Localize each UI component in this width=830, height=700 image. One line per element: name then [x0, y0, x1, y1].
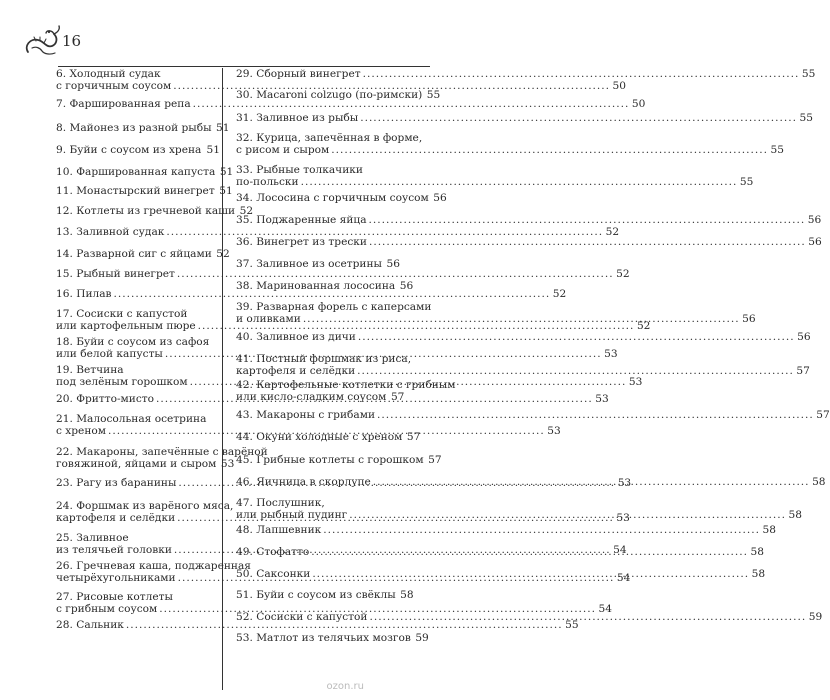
toc-entry-title: 22. Макароны, запечённые с варёной — [56, 446, 268, 458]
toc-entry-title: 31. Заливное из рыбы — [236, 112, 359, 124]
toc-entry — [236, 132, 785, 156]
toc-entry — [236, 431, 421, 443]
toc-entry — [236, 454, 442, 466]
toc-entry-title: или рыбный пудинг — [236, 509, 348, 521]
dot-leader — [312, 568, 749, 580]
page-header — [22, 20, 412, 72]
dot-leader — [360, 112, 797, 124]
toc-entry-page: 58 — [812, 476, 826, 488]
toc-entry-page: 57 — [796, 365, 810, 377]
toc-entry — [56, 268, 630, 280]
toc-entry — [236, 611, 823, 623]
toc-entry-title: 49. Стофатто — [236, 546, 310, 558]
toc-entry-title: 43. Макароны с грибами — [236, 409, 376, 421]
toc-entry-title: 20. Фритто-мисто — [56, 393, 155, 405]
toc-entry-page: 58 — [751, 568, 766, 580]
toc-entry-page: 52 — [605, 226, 620, 238]
toc-entry-page: 50 — [631, 98, 646, 110]
toc-entry-title: 7. Фаршированная репа — [56, 98, 191, 110]
dot-leader — [301, 176, 738, 188]
toc-entry-title: и оливками — [236, 313, 301, 325]
toc-entry-title: под зелёным горошком — [56, 376, 188, 388]
toc-entry-page: 55 — [801, 68, 816, 80]
toc-entry-title: 29. Сборный винегрет — [236, 68, 361, 80]
toc-entry — [236, 164, 754, 188]
toc-entry — [236, 89, 441, 101]
toc-entry — [236, 632, 429, 644]
toc-entry-title: 51. Буйи с соусом из свёклы — [236, 589, 396, 601]
toc-entry-page: 55 — [739, 176, 754, 188]
toc-entry-page: 53 — [547, 425, 561, 437]
toc-entry-title: картофеля и селёдки — [56, 512, 176, 524]
toc-entry-title: 23. Рагу из баранины — [56, 477, 177, 489]
toc-entry-title: или белой капусты — [56, 348, 163, 360]
toc-entry-page: 54 — [616, 572, 631, 584]
dot-leader — [349, 509, 786, 521]
toc-entry-title: 46. Яичница в скорлупе — [236, 476, 371, 488]
toc-entry-page: 51 — [219, 166, 234, 178]
toc-entry-title: с грибным соусом — [56, 603, 158, 615]
toc-entry-title: 14. Разварной сиг с яйцами — [56, 248, 212, 260]
toc-entry-page: 56 — [433, 192, 447, 204]
toc-entry-title: 37. Заливное из осетрины — [236, 258, 382, 270]
toc-entry-title: 28. Сальник — [56, 619, 124, 631]
toc-entry-page: 56 — [807, 214, 822, 226]
toc-entry — [56, 248, 230, 260]
toc-entry — [236, 589, 414, 601]
toc-entry — [236, 214, 822, 226]
dot-leader — [358, 331, 795, 343]
toc-entry-page: 55 — [770, 144, 785, 156]
dragon-ornament-icon — [22, 24, 62, 58]
toc-entry-title: 16. Пилав — [56, 288, 112, 300]
toc-entry-page: 57 — [390, 391, 405, 403]
toc-entry-title: с рисом и сыром — [236, 144, 330, 156]
toc-entry-title: 19. Ветчина — [56, 364, 124, 376]
toc-entry-title: или кисло-сладким соусом — [236, 391, 387, 403]
toc-entry-title: 12. Котлеты из гречневой каши — [56, 205, 236, 217]
toc-entry-page: 54 — [598, 603, 613, 615]
toc-entry-title: 41. Постный форшмак из риса, — [236, 353, 412, 365]
dot-leader — [373, 476, 810, 488]
toc-entry-page: 56 — [742, 313, 756, 325]
toc-entry-title: 53. Матлот из телячьих мозгов — [236, 632, 411, 644]
toc-entry-title: 17. Сосиски с капустой — [56, 308, 188, 320]
toc-entry — [56, 205, 254, 217]
toc-entry — [56, 98, 646, 110]
toc-entry-title: 21. Малосольная осетрина — [56, 413, 207, 425]
toc-entry-page: 52 — [636, 320, 651, 332]
toc-entry-page: 53 — [595, 393, 609, 405]
toc-entry — [236, 409, 830, 421]
toc-entry-title: 35. Поджаренные яйца — [236, 214, 367, 226]
toc-entry — [236, 68, 816, 80]
toc-entry — [236, 112, 813, 124]
toc-entry — [236, 301, 756, 325]
toc-entry-title: 15. Рыбный винегрет — [56, 268, 175, 280]
toc-entry-page: 52 — [216, 248, 230, 260]
toc-entry — [236, 331, 811, 343]
toc-entry-page: 51 — [206, 144, 220, 156]
toc-entry-page: 56 — [386, 258, 400, 270]
dot-leader — [203, 144, 204, 156]
toc-entry-title: 8. Майонез из разной рыбы — [56, 122, 212, 134]
toc-entry — [56, 619, 579, 631]
toc-entry-page: 57 — [406, 431, 421, 443]
toc-entry-page: 58 — [762, 524, 777, 536]
toc-entry-page: 53 — [220, 458, 235, 470]
toc-entry-title: из телячьей головки — [56, 544, 172, 556]
toc-entry — [56, 185, 233, 197]
toc-entry-page: 56 — [808, 236, 822, 248]
toc-entry-page: 57 — [816, 409, 830, 421]
toc-entry-title: 18. Буйи с соусом из сафоя — [56, 336, 210, 348]
dot-leader — [377, 409, 814, 421]
header-rule — [58, 66, 430, 67]
dot-leader — [369, 236, 806, 248]
toc-entry-page: 54 — [613, 544, 627, 556]
dot-leader — [311, 546, 748, 558]
toc-entry-page: 58 — [750, 546, 765, 558]
watermark: ozon.ru — [326, 681, 364, 692]
toc-entry — [56, 446, 268, 470]
dot-leader — [363, 68, 800, 80]
toc-entry-title: 9. Буйи с соусом из хрена — [56, 144, 202, 156]
toc-entry-title: говяжиной, яйцами и сыром — [56, 458, 217, 470]
toc-entry — [236, 258, 400, 270]
toc-entry — [236, 524, 777, 536]
toc-entry-title: по-польски — [236, 176, 299, 188]
toc-entry-title: 48. Лапшевник — [236, 524, 322, 536]
toc-entry-title: 30. Macaroni colzugo (по-римски) — [236, 89, 423, 101]
toc-entry — [56, 122, 230, 134]
toc-entry-title: 34. Лососина с горчичным соусом — [236, 192, 429, 204]
toc-entry-title: 39. Разварная форель с каперсами — [236, 301, 432, 313]
toc-entry-title: картофеля и селёдки — [236, 365, 356, 377]
toc-entry-title: или картофельным пюре — [56, 320, 196, 332]
toc-entry-title: 40. Заливное из дичи — [236, 331, 356, 343]
toc-entry-title: 26. Гречневая каша, поджаренная — [56, 560, 251, 572]
toc-entry-title: 45. Грибные котлеты с горошком — [236, 454, 424, 466]
toc-entry-title: с хреном — [56, 425, 107, 437]
dot-leader — [369, 214, 806, 226]
toc-entry-page: 53 — [616, 512, 630, 524]
toc-entry-title: 44. Окуни холодные с хреном — [236, 431, 403, 443]
toc-entry-title: 47. Послушник, — [236, 497, 325, 509]
toc-entry-page: 59 — [808, 611, 823, 623]
toc-entry-title: 11. Монастырский винегрет — [56, 185, 215, 197]
toc-entry-title: 13. Заливной судак — [56, 226, 165, 238]
toc-entry-title: 38. Маринованная лососина — [236, 280, 396, 292]
toc-entry-page: 55 — [799, 112, 813, 124]
toc-entry-page: 53 — [617, 477, 632, 489]
toc-entry-page: 55 — [565, 619, 579, 631]
toc-entry — [56, 288, 567, 300]
toc-entry-title: 52. Сосиски с капустой — [236, 611, 368, 623]
toc-entry — [56, 144, 220, 156]
toc-entry-page: 56 — [399, 280, 414, 292]
toc-entry-page: 55 — [426, 89, 441, 101]
toc-entry — [236, 236, 822, 248]
toc-entry-title: 24. Форшмак из варёного мяса, — [56, 500, 234, 512]
toc-entry — [56, 226, 620, 238]
toc-entry-title: четырёхугольниками — [56, 572, 176, 584]
toc-entry-page: 53 — [604, 348, 618, 360]
toc-entry-title: 6. Холодный судак — [56, 68, 161, 80]
toc-entry-title: 10. Фаршированная капуста — [56, 166, 216, 178]
toc-entry — [236, 379, 456, 403]
toc-entry-page: 58 — [400, 589, 414, 601]
toc-entry-title: 33. Рыбные толкачики — [236, 164, 363, 176]
toc-entry-title: 36. Винегрет из трески — [236, 236, 367, 248]
toc-entry-page: 58 — [788, 509, 802, 521]
dot-leader — [323, 524, 760, 536]
dot-leader — [357, 365, 794, 377]
toc-entry-page: 52 — [552, 288, 567, 300]
toc-entry-page: 52 — [616, 268, 630, 280]
toc-entry — [56, 166, 234, 178]
toc-entry-page: 50 — [612, 80, 627, 92]
toc-entry-title: 42. Картофельные котлетки с грибным — [236, 379, 456, 391]
toc-entry-page: 51 — [216, 122, 230, 134]
dot-leader — [369, 611, 806, 623]
page-number: 16 — [62, 32, 82, 50]
toc-entry — [236, 280, 414, 292]
toc-entry-title: 32. Курица, запечённая в форме, — [236, 132, 423, 144]
toc-entry-page: 52 — [239, 205, 254, 217]
toc-entry-title: 25. Заливное — [56, 532, 129, 544]
toc-entry-page: 57 — [428, 454, 442, 466]
toc-entry-page: 56 — [797, 331, 811, 343]
toc-entry-page: 53 — [628, 376, 643, 388]
toc-entry-title: 50. Саксонки — [236, 568, 311, 580]
toc-entry — [236, 192, 447, 204]
toc-entry-page: 59 — [415, 632, 429, 644]
toc-entry-title: 27. Рисовые котлеты — [56, 591, 173, 603]
toc-entry-page: 51 — [219, 185, 233, 197]
dot-leader — [331, 144, 768, 156]
dot-leader — [303, 313, 740, 325]
toc-entry-title: с горчичным соусом — [56, 80, 172, 92]
